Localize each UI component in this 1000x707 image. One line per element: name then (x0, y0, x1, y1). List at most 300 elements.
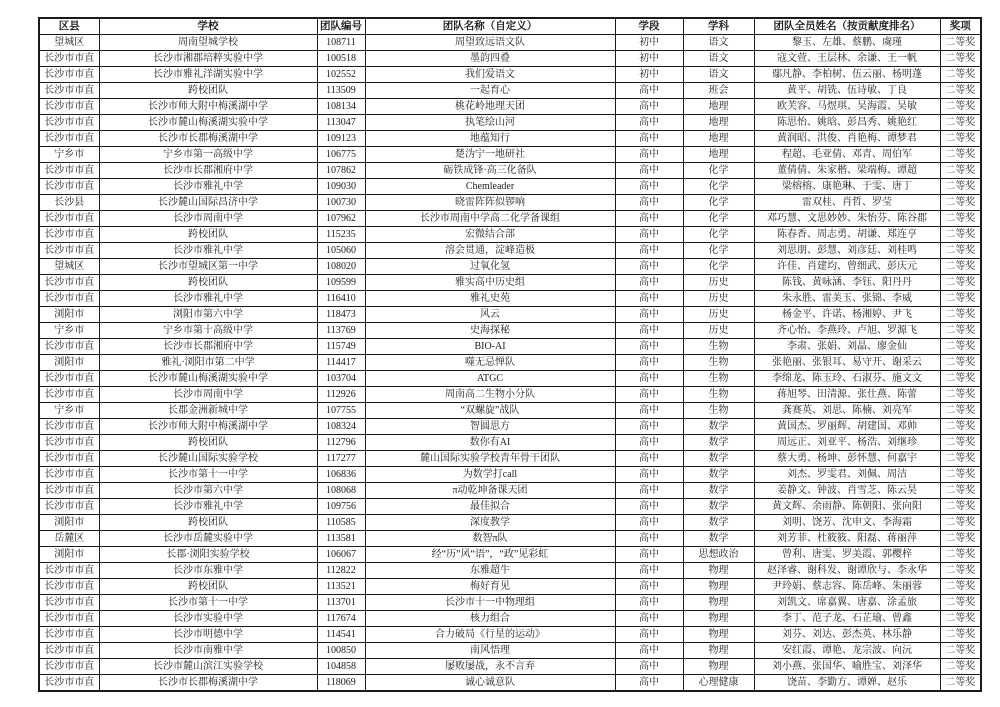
table-cell: 李丁、范子龙、石芷瑜、曾鑫 (754, 611, 940, 627)
table-cell: 二等奖 (940, 467, 981, 483)
table-cell: 107962 (317, 211, 365, 227)
table-row (39, 163, 981, 179)
column-header: 奖项 (940, 18, 981, 35)
table-cell: 高中 (615, 659, 683, 675)
table-cell: 高中 (615, 323, 683, 339)
table-cell: 100730 (317, 195, 365, 211)
table-cell: 化学 (683, 195, 754, 211)
table-cell: 楚沩宁一地研社 (365, 147, 615, 163)
table-cell: 物理 (683, 659, 754, 675)
table-cell: 110585 (317, 515, 365, 531)
column-header: 学校 (99, 18, 317, 35)
table-row (39, 627, 981, 643)
table-cell: 二等奖 (940, 259, 981, 275)
table-cell: 高中 (615, 467, 683, 483)
table-cell: 长沙市周南中学 (99, 387, 317, 403)
table-cell: 心理健康 (683, 675, 754, 692)
table-cell: 语文 (683, 51, 754, 67)
table-cell: 许佳、肖建均、曾细武、彭庆元 (754, 259, 940, 275)
table-cell: 长沙市市直 (39, 387, 99, 403)
table-cell: 113581 (317, 531, 365, 547)
table-cell: 为数学打call (365, 467, 615, 483)
table-cell: 初中 (615, 51, 683, 67)
table-cell: 化学 (683, 227, 754, 243)
table-cell: 长沙市岳麓实验中学 (99, 531, 317, 547)
table-cell: 二等奖 (940, 99, 981, 115)
table-cell: “双螺旋”战队 (365, 403, 615, 419)
table-cell: 长沙市长郡湘府中学 (99, 163, 317, 179)
table-row (39, 387, 981, 403)
table-cell: 116410 (317, 291, 365, 307)
column-header: 区县 (39, 18, 99, 35)
table-cell: 历史 (683, 307, 754, 323)
table-cell: ATGC (365, 371, 615, 387)
table-cell: 100518 (317, 51, 365, 67)
table-cell: 104858 (317, 659, 365, 675)
table-row (39, 147, 981, 163)
table-cell: 二等奖 (940, 147, 981, 163)
table-cell: 长沙市市直 (39, 435, 99, 451)
table-cell: 跨校团队 (99, 435, 317, 451)
table-cell: 溶会贯通，淀峰造极 (365, 243, 615, 259)
table-cell: 二等奖 (940, 451, 981, 467)
table-cell: 长沙市第十一中学 (99, 595, 317, 611)
table-cell: 高中 (615, 179, 683, 195)
table-cell: 黄润昭、洪俊、肖艳梅、谭梦君 (754, 131, 940, 147)
table-cell: 蒋旭琴、田清源、张仕燕、陈蕾 (754, 387, 940, 403)
table-cell: 长沙市市直 (39, 627, 99, 643)
table-row (39, 419, 981, 435)
table-cell: Chemleader (365, 179, 615, 195)
table-cell: 南风悟理 (365, 643, 615, 659)
table-row (39, 675, 981, 692)
table-cell: 梅好育见 (365, 579, 615, 595)
table-cell: 高中 (615, 499, 683, 515)
table-row (39, 275, 981, 291)
table-cell: 东雅超牛 (365, 563, 615, 579)
table-row (39, 483, 981, 499)
table-cell: 二等奖 (940, 35, 981, 51)
table-cell: 二等奖 (940, 51, 981, 67)
table-cell: 雅礼·浏阳市第二中学 (99, 355, 317, 371)
table-cell: 长沙市雅礼中学 (99, 179, 317, 195)
table-row (39, 131, 981, 147)
table-row (39, 307, 981, 323)
table-cell: 长沙市市直 (39, 83, 99, 99)
table-cell: 生物 (683, 355, 754, 371)
table-cell: 长沙市明德中学 (99, 627, 317, 643)
table-cell: 生物 (683, 387, 754, 403)
table-cell: 长沙市望城区第一中学 (99, 259, 317, 275)
table-cell: 长沙市市直 (39, 227, 99, 243)
table-cell: 语文 (683, 67, 754, 83)
table-cell: 周远正、刘亚平、杨浩、刘继珍 (754, 435, 940, 451)
table-cell: 二等奖 (940, 83, 981, 99)
table-row (39, 435, 981, 451)
table-cell: 深度教学 (365, 515, 615, 531)
table-cell: 113509 (317, 83, 365, 99)
column-header: 学科 (683, 18, 754, 35)
table-cell: 高中 (615, 339, 683, 355)
table-cell: 麓山国际实验学校青年骨干团队 (365, 451, 615, 467)
table-cell: 刘芬、刘达、彭杰英、林乐静 (754, 627, 940, 643)
table-cell: 二等奖 (940, 563, 981, 579)
table-cell: 桃花岭地理天团 (365, 99, 615, 115)
table-cell: 数学 (683, 451, 754, 467)
table-cell: 高中 (615, 563, 683, 579)
table-cell: 109756 (317, 499, 365, 515)
table-cell: 刘凯文、席嘉翼、唐嘉、涂孟旅 (754, 595, 940, 611)
table-cell: 二等奖 (940, 371, 981, 387)
table-cell: 二等奖 (940, 291, 981, 307)
table-cell: 邓巧慧、文思妙妙、朱怡芬、陈谷郡 (754, 211, 940, 227)
table-cell: 106067 (317, 547, 365, 563)
table-cell: 历史 (683, 323, 754, 339)
table-cell: 103704 (317, 371, 365, 387)
table-cell: 刘思朋、彭慧、刘彦廷、刘桂鸣 (754, 243, 940, 259)
table-row (39, 179, 981, 195)
table-cell: 地理 (683, 131, 754, 147)
table-cell: 二等奖 (940, 355, 981, 371)
table-cell: 109030 (317, 179, 365, 195)
table-cell: 长沙市市直 (39, 115, 99, 131)
table-cell: 109599 (317, 275, 365, 291)
table-row (39, 371, 981, 387)
table-cell: 高中 (615, 131, 683, 147)
table-cell: 刘芳菲、杜筱筱、阳磊、蒋丽萍 (754, 531, 940, 547)
table-cell: 龚赛英、刘思、陈楠、刘亮军 (754, 403, 940, 419)
table-cell: 二等奖 (940, 579, 981, 595)
table-cell: 宁乡市第一高级中学 (99, 147, 317, 163)
table-cell: 长沙市南雅中学 (99, 643, 317, 659)
table-cell: 二等奖 (940, 195, 981, 211)
table-cell: 陈思怡、姚晗、彭昌秀、姚艳红 (754, 115, 940, 131)
table-cell: 物理 (683, 595, 754, 611)
table-cell: 二等奖 (940, 419, 981, 435)
table-row (39, 243, 981, 259)
table-cell: 长沙市长郡梅溪湖中学 (99, 675, 317, 692)
table-cell: 长沙市麓山梅溪湖实验中学 (99, 115, 317, 131)
table-cell: 生物 (683, 339, 754, 355)
table-cell: 地理 (683, 99, 754, 115)
table-cell: 113047 (317, 115, 365, 131)
table-cell: 跨校团队 (99, 83, 317, 99)
table-cell: 高中 (615, 403, 683, 419)
table-cell: 程超、毛亚倩、邓青、周伯军 (754, 147, 940, 163)
table-cell: 100850 (317, 643, 365, 659)
table-cell: 109123 (317, 131, 365, 147)
table-cell: 二等奖 (940, 387, 981, 403)
table-cell: 高中 (615, 243, 683, 259)
table-row (39, 547, 981, 563)
table-cell: 朱永胜、雷美玉、张锦、李威 (754, 291, 940, 307)
table-cell: 长沙市湘郡培粹实验中学 (99, 51, 317, 67)
table-cell: 长沙市长郡湘府中学 (99, 339, 317, 355)
table-cell: 长沙市市直 (39, 51, 99, 67)
table-cell: 106775 (317, 147, 365, 163)
table-cell: 二等奖 (940, 115, 981, 131)
table-cell: 长沙市实验中学 (99, 611, 317, 627)
table-cell: 历史 (683, 275, 754, 291)
table-row (39, 531, 981, 547)
table-cell: 二等奖 (940, 227, 981, 243)
table-cell: 长沙市市直 (39, 467, 99, 483)
table-cell: 高中 (615, 675, 683, 692)
table-cell: 二等奖 (940, 547, 981, 563)
table-cell: 李肃、张娟、刘晶、廖金仙 (754, 339, 940, 355)
table-cell: 雅礼史苑 (365, 291, 615, 307)
table-cell: 长沙市市直 (39, 563, 99, 579)
table-cell: 陈春香、周志勇、胡谦、郑连亨 (754, 227, 940, 243)
table-cell: 二等奖 (940, 307, 981, 323)
table-cell: 高中 (615, 611, 683, 627)
table-cell: 高中 (615, 307, 683, 323)
table-cell: 刘小燕、张国华、喻胜宝、刘泽华 (754, 659, 940, 675)
table-cell: 赵泽睿、谢科发、谢谭欣与、李永华 (754, 563, 940, 579)
table-cell: 108324 (317, 419, 365, 435)
table-cell: 刘明、饶芳、沈申文、李海霜 (754, 515, 940, 531)
table-cell: 岳麓区 (39, 531, 99, 547)
table-cell: 107755 (317, 403, 365, 419)
table-cell: 长沙市市直 (39, 579, 99, 595)
table-cell: 二等奖 (940, 675, 981, 692)
table-cell: 高中 (615, 355, 683, 371)
table-cell: 浏阳市 (39, 547, 99, 563)
table-cell: 核力组合 (365, 611, 615, 627)
table-cell: 数学 (683, 515, 754, 531)
table-cell: 齐心怡、李燕玲、卢旭、罗源飞 (754, 323, 940, 339)
table-cell: 二等奖 (940, 595, 981, 611)
table-cell: 浏阳市 (39, 355, 99, 371)
table-cell: 长沙市师大附中梅溪湖中学 (99, 419, 317, 435)
table-cell: 董倩倩、朱家楷、梁端梅、谭超 (754, 163, 940, 179)
table-cell: 高中 (615, 435, 683, 451)
table-cell: 长沙市市直 (39, 67, 99, 83)
table-cell: 二等奖 (940, 499, 981, 515)
table-cell: 二等奖 (940, 339, 981, 355)
table-cell: 108711 (317, 35, 365, 51)
column-header: 团队全员姓名（按贡献度排名） (754, 18, 940, 35)
table-cell: 长沙市雅礼中学 (99, 243, 317, 259)
table-cell: 鄢凡静、李柏树、伍云丽、杨明蓬 (754, 67, 940, 83)
table-cell: 117277 (317, 451, 365, 467)
table-cell: 地理 (683, 115, 754, 131)
table-cell: 跨校团队 (99, 579, 317, 595)
table-cell: 二等奖 (940, 179, 981, 195)
table-cell: 雷双桂、肖哲、罗莹 (754, 195, 940, 211)
table-cell: 历史 (683, 291, 754, 307)
table-cell: 二等奖 (940, 515, 981, 531)
table-cell: 浏阳市 (39, 307, 99, 323)
table-cell: 饶苗、李勤方、谭婵、赵乐 (754, 675, 940, 692)
table-row (39, 195, 981, 211)
table-cell: 浏阳市 (39, 515, 99, 531)
table-cell: 长沙市市直 (39, 131, 99, 147)
table-cell: 高中 (615, 515, 683, 531)
table-cell: 118473 (317, 307, 365, 323)
table-cell: 高中 (615, 531, 683, 547)
table-cell: 高中 (615, 163, 683, 179)
table-cell: 117674 (317, 611, 365, 627)
table-row (39, 227, 981, 243)
table-cell: 二等奖 (940, 323, 981, 339)
table-cell: 长沙市市直 (39, 99, 99, 115)
table-cell: 浏阳市第六中学 (99, 307, 317, 323)
table-cell: 二等奖 (940, 403, 981, 419)
table-cell: 长郡金洲新城中学 (99, 403, 317, 419)
table-row (39, 35, 981, 51)
table-cell: 雅实高中历史组 (365, 275, 615, 291)
table-cell: 黄文辉、余雨静、陈朝阳、张向阳 (754, 499, 940, 515)
table-cell: 高中 (615, 275, 683, 291)
table-cell: 数学 (683, 483, 754, 499)
table-cell: 李绵龙、陈玉玲、石淑芬、施文文 (754, 371, 940, 387)
table-row (39, 323, 981, 339)
table-cell: 物理 (683, 611, 754, 627)
table-cell: 115235 (317, 227, 365, 243)
table-cell: 姜静文、钟波、肖雪芝、陈云昊 (754, 483, 940, 499)
table-row (39, 339, 981, 355)
table-row (39, 467, 981, 483)
table-cell: 112822 (317, 563, 365, 579)
table-cell: 蔡大勇、杨坤、彭怀慧、何嘉宇 (754, 451, 940, 467)
table-row (39, 643, 981, 659)
table-cell: 长沙市市直 (39, 595, 99, 611)
table-cell: 长沙市市直 (39, 371, 99, 387)
table-cell: 高中 (615, 595, 683, 611)
table-cell: 高中 (615, 643, 683, 659)
table-row (39, 579, 981, 595)
table-cell: 高中 (615, 627, 683, 643)
table-cell: 思想政治 (683, 547, 754, 563)
table-cell: 高中 (615, 371, 683, 387)
table-cell: 高中 (615, 483, 683, 499)
table-cell: 长沙市市直 (39, 275, 99, 291)
table-cell: 长沙市市直 (39, 291, 99, 307)
table-cell: 屡败屡战，永不言弃 (365, 659, 615, 675)
column-header: 团队名称（自定义） (365, 18, 615, 35)
table-cell: 长沙市雅礼洋湖实验中学 (99, 67, 317, 83)
table-row (39, 51, 981, 67)
column-header: 团队编号 (317, 18, 365, 35)
table-cell: 高中 (615, 195, 683, 211)
table-cell: 物理 (683, 643, 754, 659)
table-cell: 高中 (615, 291, 683, 307)
table-row (39, 563, 981, 579)
table-cell: 化学 (683, 211, 754, 227)
table-cell: 寇文萱、王层林、余谦、王一帆 (754, 51, 940, 67)
table-cell: 高中 (615, 83, 683, 99)
table-cell: 长沙市市直 (39, 339, 99, 355)
table-cell: 黄平、胡铣、伍诗敏、丁良 (754, 83, 940, 99)
table-cell: 长沙麓山国际实验学校 (99, 451, 317, 467)
table-cell: 高中 (615, 579, 683, 595)
table-cell: 112796 (317, 435, 365, 451)
table-cell: 梁榕榕、康艳琳、于雯、唐丁 (754, 179, 940, 195)
table-cell: 长沙市市直 (39, 611, 99, 627)
table-cell: 宁乡市第十高级中学 (99, 323, 317, 339)
table-cell: 长沙市市直 (39, 643, 99, 659)
table-row (39, 211, 981, 227)
table-cell: 物理 (683, 579, 754, 595)
table-cell: 长沙市东雅中学 (99, 563, 317, 579)
table-cell: 112926 (317, 387, 365, 403)
table-cell: 数学 (683, 531, 754, 547)
table-cell: 长沙市市直 (39, 483, 99, 499)
table-cell: 113701 (317, 595, 365, 611)
table-row (39, 99, 981, 115)
table-row (39, 515, 981, 531)
table-cell: 长沙市市直 (39, 451, 99, 467)
table-cell: 最佳拟合 (365, 499, 615, 515)
table-row (39, 259, 981, 275)
table-cell: 105060 (317, 243, 365, 259)
table-cell: 107862 (317, 163, 365, 179)
table-cell: 长沙市十一中物理组 (365, 595, 615, 611)
table-cell: 二等奖 (940, 435, 981, 451)
table-cell: 陈钱、黄咏涵、李钰、阳丹丹 (754, 275, 940, 291)
table-cell: 跨校团队 (99, 227, 317, 243)
table-cell: 二等奖 (940, 67, 981, 83)
table-cell: π动乾坤备课天团 (365, 483, 615, 499)
table-cell: 化学 (683, 163, 754, 179)
table-cell: 长沙市市直 (39, 179, 99, 195)
table-cell: 115749 (317, 339, 365, 355)
table-cell: 二等奖 (940, 627, 981, 643)
table-cell: 风云 (365, 307, 615, 323)
table-cell: 尹玲娟、蔡志容、陈岳峰、朱丽蓉 (754, 579, 940, 595)
table-cell: 曾利、唐雯、罗美霞、郭樱梓 (754, 547, 940, 563)
table-cell: 长沙市市直 (39, 419, 99, 435)
table-cell: 生物 (683, 371, 754, 387)
table-cell: 高中 (615, 547, 683, 563)
table-cell: 二等奖 (940, 243, 981, 259)
table-cell: 118069 (317, 675, 365, 692)
table-cell: 初中 (615, 35, 683, 51)
table-cell: 长沙麓山国际昌济中学 (99, 195, 317, 211)
table-cell: 108020 (317, 259, 365, 275)
table-cell: 二等奖 (940, 131, 981, 147)
table-cell: 砺铁成锋·高三化备队 (365, 163, 615, 179)
table-cell: 智圆思方 (365, 419, 615, 435)
table-cell: 二等奖 (940, 211, 981, 227)
table-cell: 杨金平、许诺、杨湘婷、尹飞 (754, 307, 940, 323)
table-cell: 长沙市第十一中学 (99, 467, 317, 483)
table-cell: 合力破局《行星的运动》 (365, 627, 615, 643)
table-cell: 化学 (683, 243, 754, 259)
table-cell: 长沙市麓山梅溪湖实验中学 (99, 371, 317, 387)
header-row (39, 18, 981, 35)
table-cell: 刘杰、罗雯君、刘佩、周洁 (754, 467, 940, 483)
table-cell: 跨校团队 (99, 275, 317, 291)
table-cell: 113521 (317, 579, 365, 595)
table-cell: 长沙市师大附中梅溪湖中学 (99, 99, 317, 115)
table-cell: 欧芙容、马煜琪、吴海霞、吴敏 (754, 99, 940, 115)
table-cell: 二等奖 (940, 611, 981, 627)
table-row (39, 83, 981, 99)
table-cell: 望城区 (39, 35, 99, 51)
table-cell: 地理 (683, 147, 754, 163)
table-row (39, 451, 981, 467)
table-cell: 高中 (615, 387, 683, 403)
table-cell: 物理 (683, 563, 754, 579)
table-row (39, 355, 981, 371)
table-cell: 二等奖 (940, 163, 981, 179)
table-cell: 高中 (615, 115, 683, 131)
table-cell: 化学 (683, 259, 754, 275)
table-cell: 数智π队 (365, 531, 615, 547)
table-cell: 高中 (615, 419, 683, 435)
